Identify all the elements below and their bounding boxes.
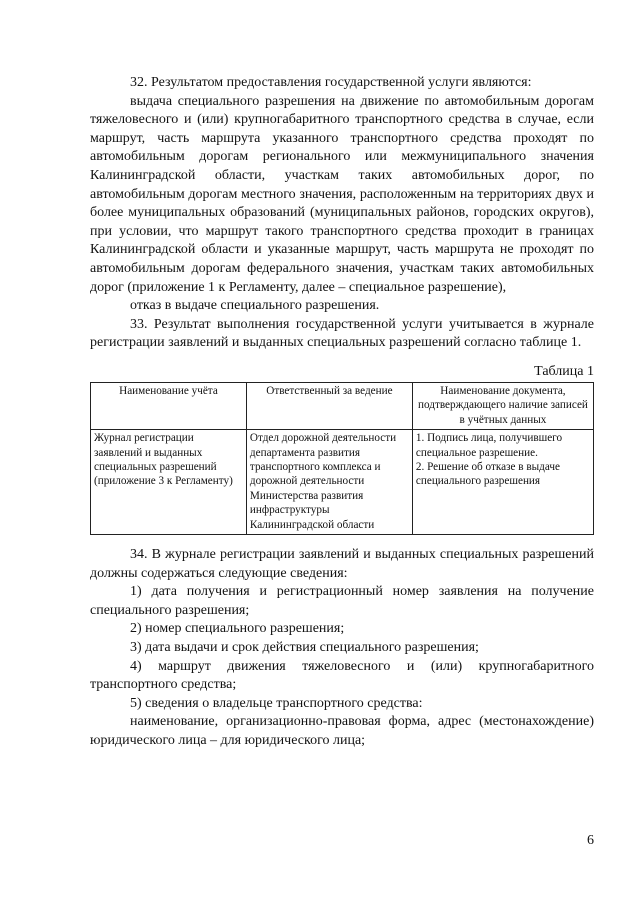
paragraph-32-refusal: отказ в выдаче специального разрешения. bbox=[130, 298, 380, 314]
header-accounting-name: Наименование учёта bbox=[91, 382, 247, 429]
table-header-row bbox=[91, 382, 594, 429]
registration-journal-table bbox=[90, 382, 594, 535]
table-row bbox=[91, 430, 594, 535]
list-item-2: 2) номер специального разрешения; bbox=[130, 621, 345, 637]
owner-legal-entity-details: наименование, организационно-правовая форма, адрес (местонахождение) юридического лица – для юридического лица; bbox=[90, 714, 594, 748]
list-item-3: 3) дата выдачи и срок действия специального разрешения; bbox=[130, 639, 479, 655]
list-item-5: 5) сведения о владельце транспортного средства: bbox=[130, 695, 423, 711]
page-content bbox=[90, 74, 594, 751]
list-item-4: 4) маршрут движения тяжеловесного и (или) крупногабаритного транспортного средства; bbox=[90, 658, 594, 693]
table-1-block bbox=[90, 363, 594, 535]
table-caption: Таблица 1 bbox=[534, 363, 594, 379]
paragraph-32-permit-issue: выдача специального разрешения на движение по автомобильным дорогам тяжеловесного и (или) крупногабаритного транспортного средства в случае, если маршрут, часть маршрута указанного транспортного средства проходят по автомобильным дорогам регионального или межмуниципального значения Калининградской области, участкам таких автомобильных дорог, по автомобильным дорогам местного значения, расположенным на территориях двух и более муниципальных образований (муниципальных районов, городских округов), при условии, что маршрут такого транспортного средства проходит в границах Калининградской области и указанные маршрут, часть маршрута не проходят по автомобильным дорогам федерального значения, участкам таких автомобильных дорог (приложение 1 к Регламенту, далее – специальное разрешение), bbox=[90, 93, 594, 295]
paragraph-33: 33. Результат выполнения государственной услуги учитывается в журнале регистрации заявлений и выданных специальных разрешений согласно таблице 1. bbox=[90, 316, 594, 351]
paragraph-34-intro: 34. В журнале регистрации заявлений и выданных специальных разрешений должны содержаться следующие сведения: bbox=[90, 546, 594, 581]
header-document-name: Наименование документа, подтверждающего наличие записей в учётных данных bbox=[412, 382, 593, 429]
cell-journal: Журнал регистрации заявлений и выданных специальных разрешений (приложение 3 к Регламенту) bbox=[91, 430, 247, 535]
header-responsible: Ответственный за ведение bbox=[246, 382, 412, 429]
paragraph-32-intro: 32. Результатом предоставления государственной услуги являются: bbox=[130, 75, 532, 90]
page-number: 6 bbox=[587, 833, 594, 848]
cell-department: Отдел дорожной деятельности департамента развития транспортного комплекса и дорожной деятельности Министерства развития инфраструктуры Калининградской области bbox=[246, 430, 412, 535]
list-item-1: 1) дата получения и регистрационный номер заявления на получение специального разрешения; bbox=[90, 584, 594, 618]
cell-documents: 1. Подпись лица, получившего специальное разрешение. 2. Решение об отказе в выдаче специального разрешения bbox=[412, 430, 593, 535]
